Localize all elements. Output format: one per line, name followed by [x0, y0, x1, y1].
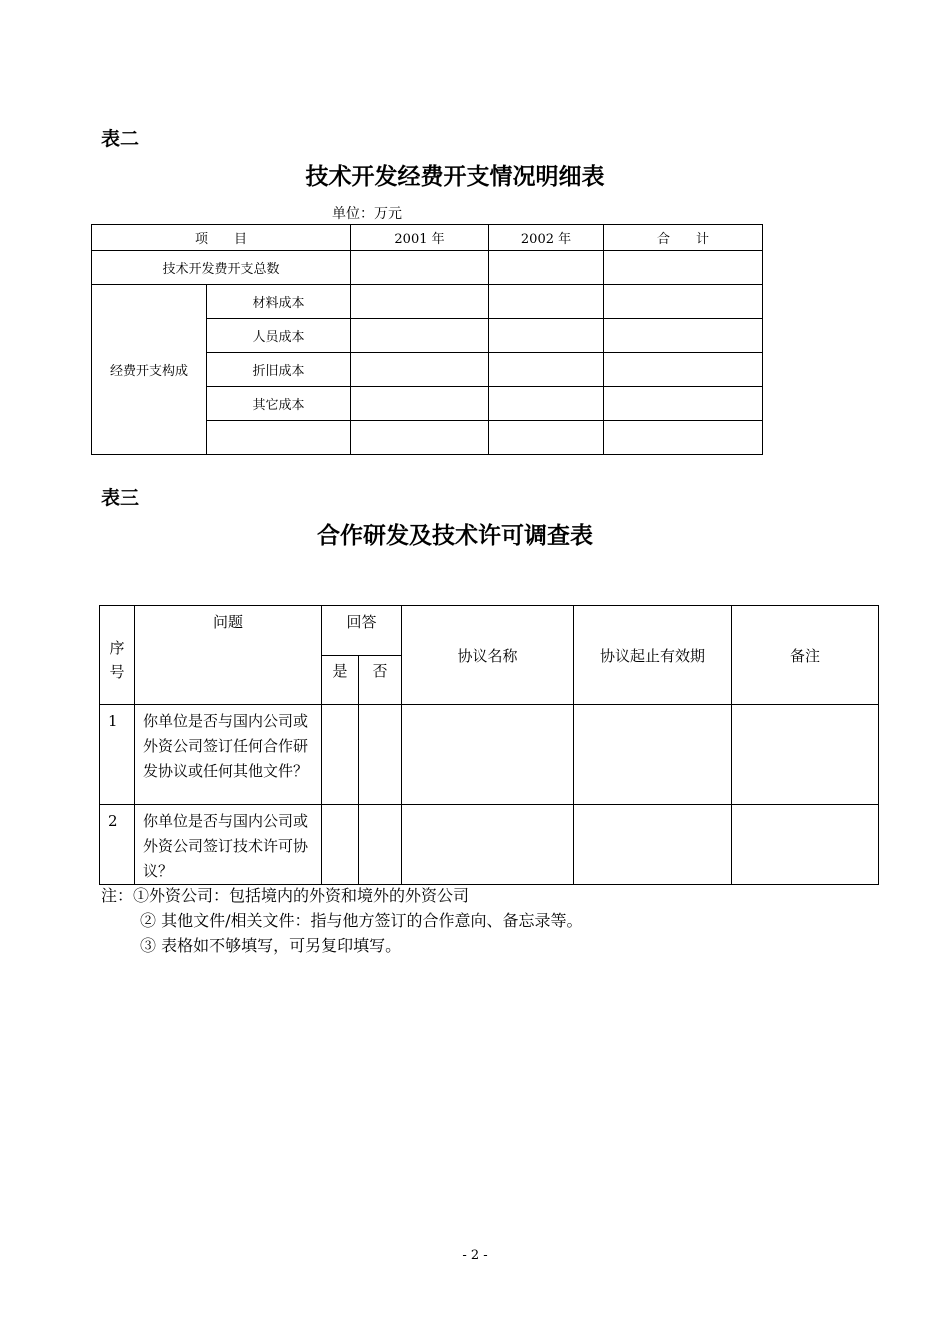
header-agreement-name: 协议名称: [402, 606, 574, 705]
note-1: 注：①外资公司：包括境内的外资和境外的外资公司: [101, 886, 470, 905]
notes: [101, 883, 582, 958]
cell[interactable]: [604, 421, 763, 455]
table3-title: 合作研发及技术许可调查表: [317, 523, 593, 549]
cell[interactable]: [604, 319, 763, 353]
cell[interactable]: [604, 353, 763, 387]
note-3: ③ 表格如不够填写，可另复印填写。: [140, 936, 402, 955]
row-number: 1: [100, 705, 135, 805]
table-row: [92, 251, 763, 285]
cell[interactable]: [351, 421, 489, 455]
header-remarks: 备注: [732, 606, 879, 705]
table-header-row: [100, 606, 879, 656]
cell[interactable]: [351, 285, 489, 319]
no-cell[interactable]: [359, 705, 402, 805]
table2-title: 技术开发经费开支情况明细表: [305, 164, 605, 190]
agreement-name-cell[interactable]: [402, 805, 574, 885]
cell[interactable]: [489, 421, 604, 455]
table3-label: 表三: [101, 487, 140, 509]
yes-cell[interactable]: [322, 705, 359, 805]
expense-detail-table: [91, 224, 763, 455]
table-row: [100, 805, 879, 885]
header-question: 问题: [135, 606, 322, 705]
table2-label: 表二: [101, 128, 140, 150]
sub-item-label: 其它成本: [207, 387, 351, 421]
table-row: [92, 285, 763, 319]
header-yes: 是: [322, 656, 359, 705]
agreement-name-cell[interactable]: [402, 705, 574, 805]
validity-cell[interactable]: [574, 705, 732, 805]
header-item: 项 目: [92, 225, 351, 251]
header-seq: 序号: [100, 606, 135, 705]
cell[interactable]: [351, 387, 489, 421]
cell[interactable]: [351, 319, 489, 353]
row-question: 你单位是否与国内公司或外资公司签订任何合作研发协议或任何其他文件？: [135, 705, 322, 805]
cell[interactable]: [351, 353, 489, 387]
header-no: 否: [359, 656, 402, 705]
cell[interactable]: [604, 285, 763, 319]
header-total: 合 计: [604, 225, 763, 251]
note-2: ② 其他文件/相关文件：指与他方签订的合作意向、备忘录等。: [140, 911, 583, 930]
table-header-row: [92, 225, 763, 251]
table2-unit: 单位：万元: [332, 206, 402, 222]
cell[interactable]: [489, 319, 604, 353]
header-validity: 协议起止有效期: [574, 606, 732, 705]
validity-cell[interactable]: [574, 805, 732, 885]
cell[interactable]: [604, 387, 763, 421]
no-cell[interactable]: [359, 805, 402, 885]
cell[interactable]: [351, 251, 489, 285]
total-row-label: 技术开发费开支总数: [92, 251, 351, 285]
row-question: 你单位是否与国内公司或外资公司签订技术许可协议？: [135, 805, 322, 885]
yes-cell[interactable]: [322, 805, 359, 885]
table-row: [100, 705, 879, 805]
cell[interactable]: [489, 285, 604, 319]
cell[interactable]: [489, 353, 604, 387]
sub-item-label[interactable]: [207, 421, 351, 455]
group-label: 经费开支构成: [92, 285, 207, 455]
header-2002: 2002 年: [489, 225, 604, 251]
sub-item-label: 人员成本: [207, 319, 351, 353]
cooperation-survey-table: [99, 605, 879, 885]
remarks-cell[interactable]: [732, 805, 879, 885]
cell[interactable]: [489, 387, 604, 421]
row-number: 2: [100, 805, 135, 885]
header-2001: 2001 年: [351, 225, 489, 251]
page-number: - 2 -: [462, 1248, 488, 1263]
sub-item-label: 折旧成本: [207, 353, 351, 387]
header-answer: 回答: [322, 606, 402, 656]
cell[interactable]: [604, 251, 763, 285]
remarks-cell[interactable]: [732, 705, 879, 805]
sub-item-label: 材料成本: [207, 285, 351, 319]
cell[interactable]: [489, 251, 604, 285]
